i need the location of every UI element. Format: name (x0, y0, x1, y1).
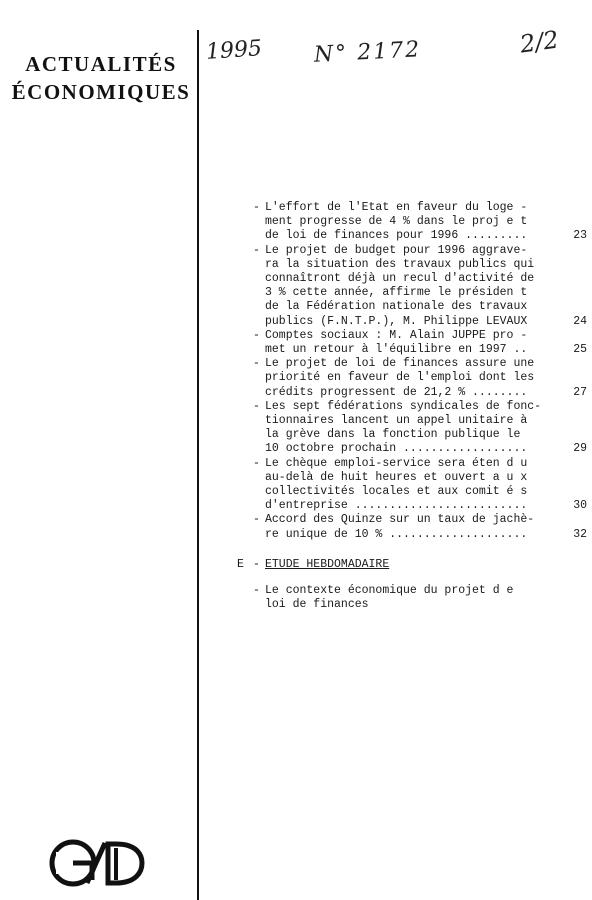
entry-line: met un retour à l'équilibre en 1997 .. (265, 343, 528, 357)
entry-line: Les sept fédérations syndicales de fonc- (265, 399, 542, 413)
entry-line: au-delà de huit heures et ouvert a u x (265, 470, 528, 484)
entry-line: re unique de 10 % .................... (265, 527, 528, 541)
entry-line: de la Fédération nationale des travaux (265, 300, 528, 314)
table-of-contents (237, 201, 587, 612)
handwritten-issue-number: N° 2172 (313, 37, 422, 68)
entry-line: 3 % cette année, affirme le présiden t (265, 286, 528, 300)
entry-line: ment progresse de 4 % dans le proj e t (265, 215, 528, 229)
section-title: ETUDE HEBDOMADAIRE (265, 557, 390, 571)
entry-dash: - (253, 328, 260, 342)
entry-dash: - (253, 584, 260, 598)
entry-line: Comptes sociaux : M. Alain JUPPE pro - (265, 328, 528, 342)
entry-dash: - (253, 399, 260, 413)
entry-line: 10 octobre prochain .................. (265, 442, 528, 456)
entry-page-number: 29 (573, 442, 587, 456)
entry-page-number: 30 (573, 499, 587, 513)
entry-dash: - (253, 456, 260, 470)
entry-line: priorité en faveur de l'emploi dont les (265, 371, 535, 385)
entry-text (265, 513, 537, 541)
entry-line: tionnaires lancent un appel unitaire à (265, 414, 528, 428)
entry-text (265, 244, 537, 329)
entry-line: Accord des Quinze sur un taux de jachè- (265, 513, 535, 527)
entry-line: Le chèque emploi-service sera éten d u (265, 456, 528, 470)
entry-line: crédits progressent de 21,2 % ........ (265, 385, 528, 399)
entry-line: de loi de finances pour 1996 ......... (265, 229, 528, 243)
masthead-line-1: ACTUALITÉS (25, 52, 177, 76)
toc-entry (237, 357, 587, 400)
entry-line: connaîtront déjà un recul d'activité de (265, 272, 535, 286)
entry-dash: - (253, 201, 260, 214)
entry-dash: - (253, 513, 260, 527)
entry-line: d'entreprise ......................... (265, 499, 528, 513)
entry-line: publics (F.N.T.P.), M. Philippe LEVAUX (265, 314, 528, 328)
section-entries (237, 584, 587, 612)
toc-entry (237, 400, 587, 457)
section-heading (237, 558, 587, 572)
masthead-line-2: ÉCONOMIQUES (11, 80, 191, 104)
handwritten-year: 1995 (205, 36, 263, 65)
toc-entry (237, 201, 587, 244)
section-letter: E (237, 557, 244, 571)
entry-line: Le projet de loi de finances assure une (265, 357, 535, 371)
entry-page-number: 24 (573, 314, 587, 328)
entry-line: Le contexte économique du projet d e (265, 584, 514, 598)
entry-page-number: 23 (573, 229, 587, 243)
entry-line: collectivités locales et aux comit é s (265, 485, 528, 499)
vertical-divider (197, 30, 199, 900)
entry-dash: - (253, 243, 260, 257)
handwritten-page-count: 2/2 (518, 25, 561, 59)
entry-text (265, 399, 542, 457)
entry-text (265, 201, 537, 244)
toc-entry (237, 513, 587, 541)
entry-page-number: 27 (573, 385, 587, 399)
entry-line: la grève dans la fonction publique le (265, 428, 521, 442)
toc-entry (237, 329, 587, 357)
entry-text (265, 357, 537, 400)
publication-masthead (6, 50, 196, 106)
entry-page-number: 25 (573, 343, 587, 357)
entry-text (265, 329, 537, 357)
gd-logo (46, 838, 146, 888)
toc-entry (237, 457, 587, 514)
entry-page-number: 32 (573, 527, 587, 541)
entry-text (265, 457, 537, 514)
entry-line: ra la situation des travaux publics qui (265, 257, 535, 271)
toc-entry (237, 244, 587, 329)
section-dash: - (253, 557, 260, 571)
entry-text (265, 584, 537, 612)
entry-line: loi de finances (265, 598, 369, 612)
entry-line: L'effort de l'Etat en faveur du loge - (265, 201, 528, 214)
entry-line: Le projet de budget pour 1996 aggrave- (265, 243, 528, 257)
toc-entry (237, 584, 587, 612)
entry-dash: - (253, 357, 260, 371)
toc-entries (237, 201, 587, 542)
